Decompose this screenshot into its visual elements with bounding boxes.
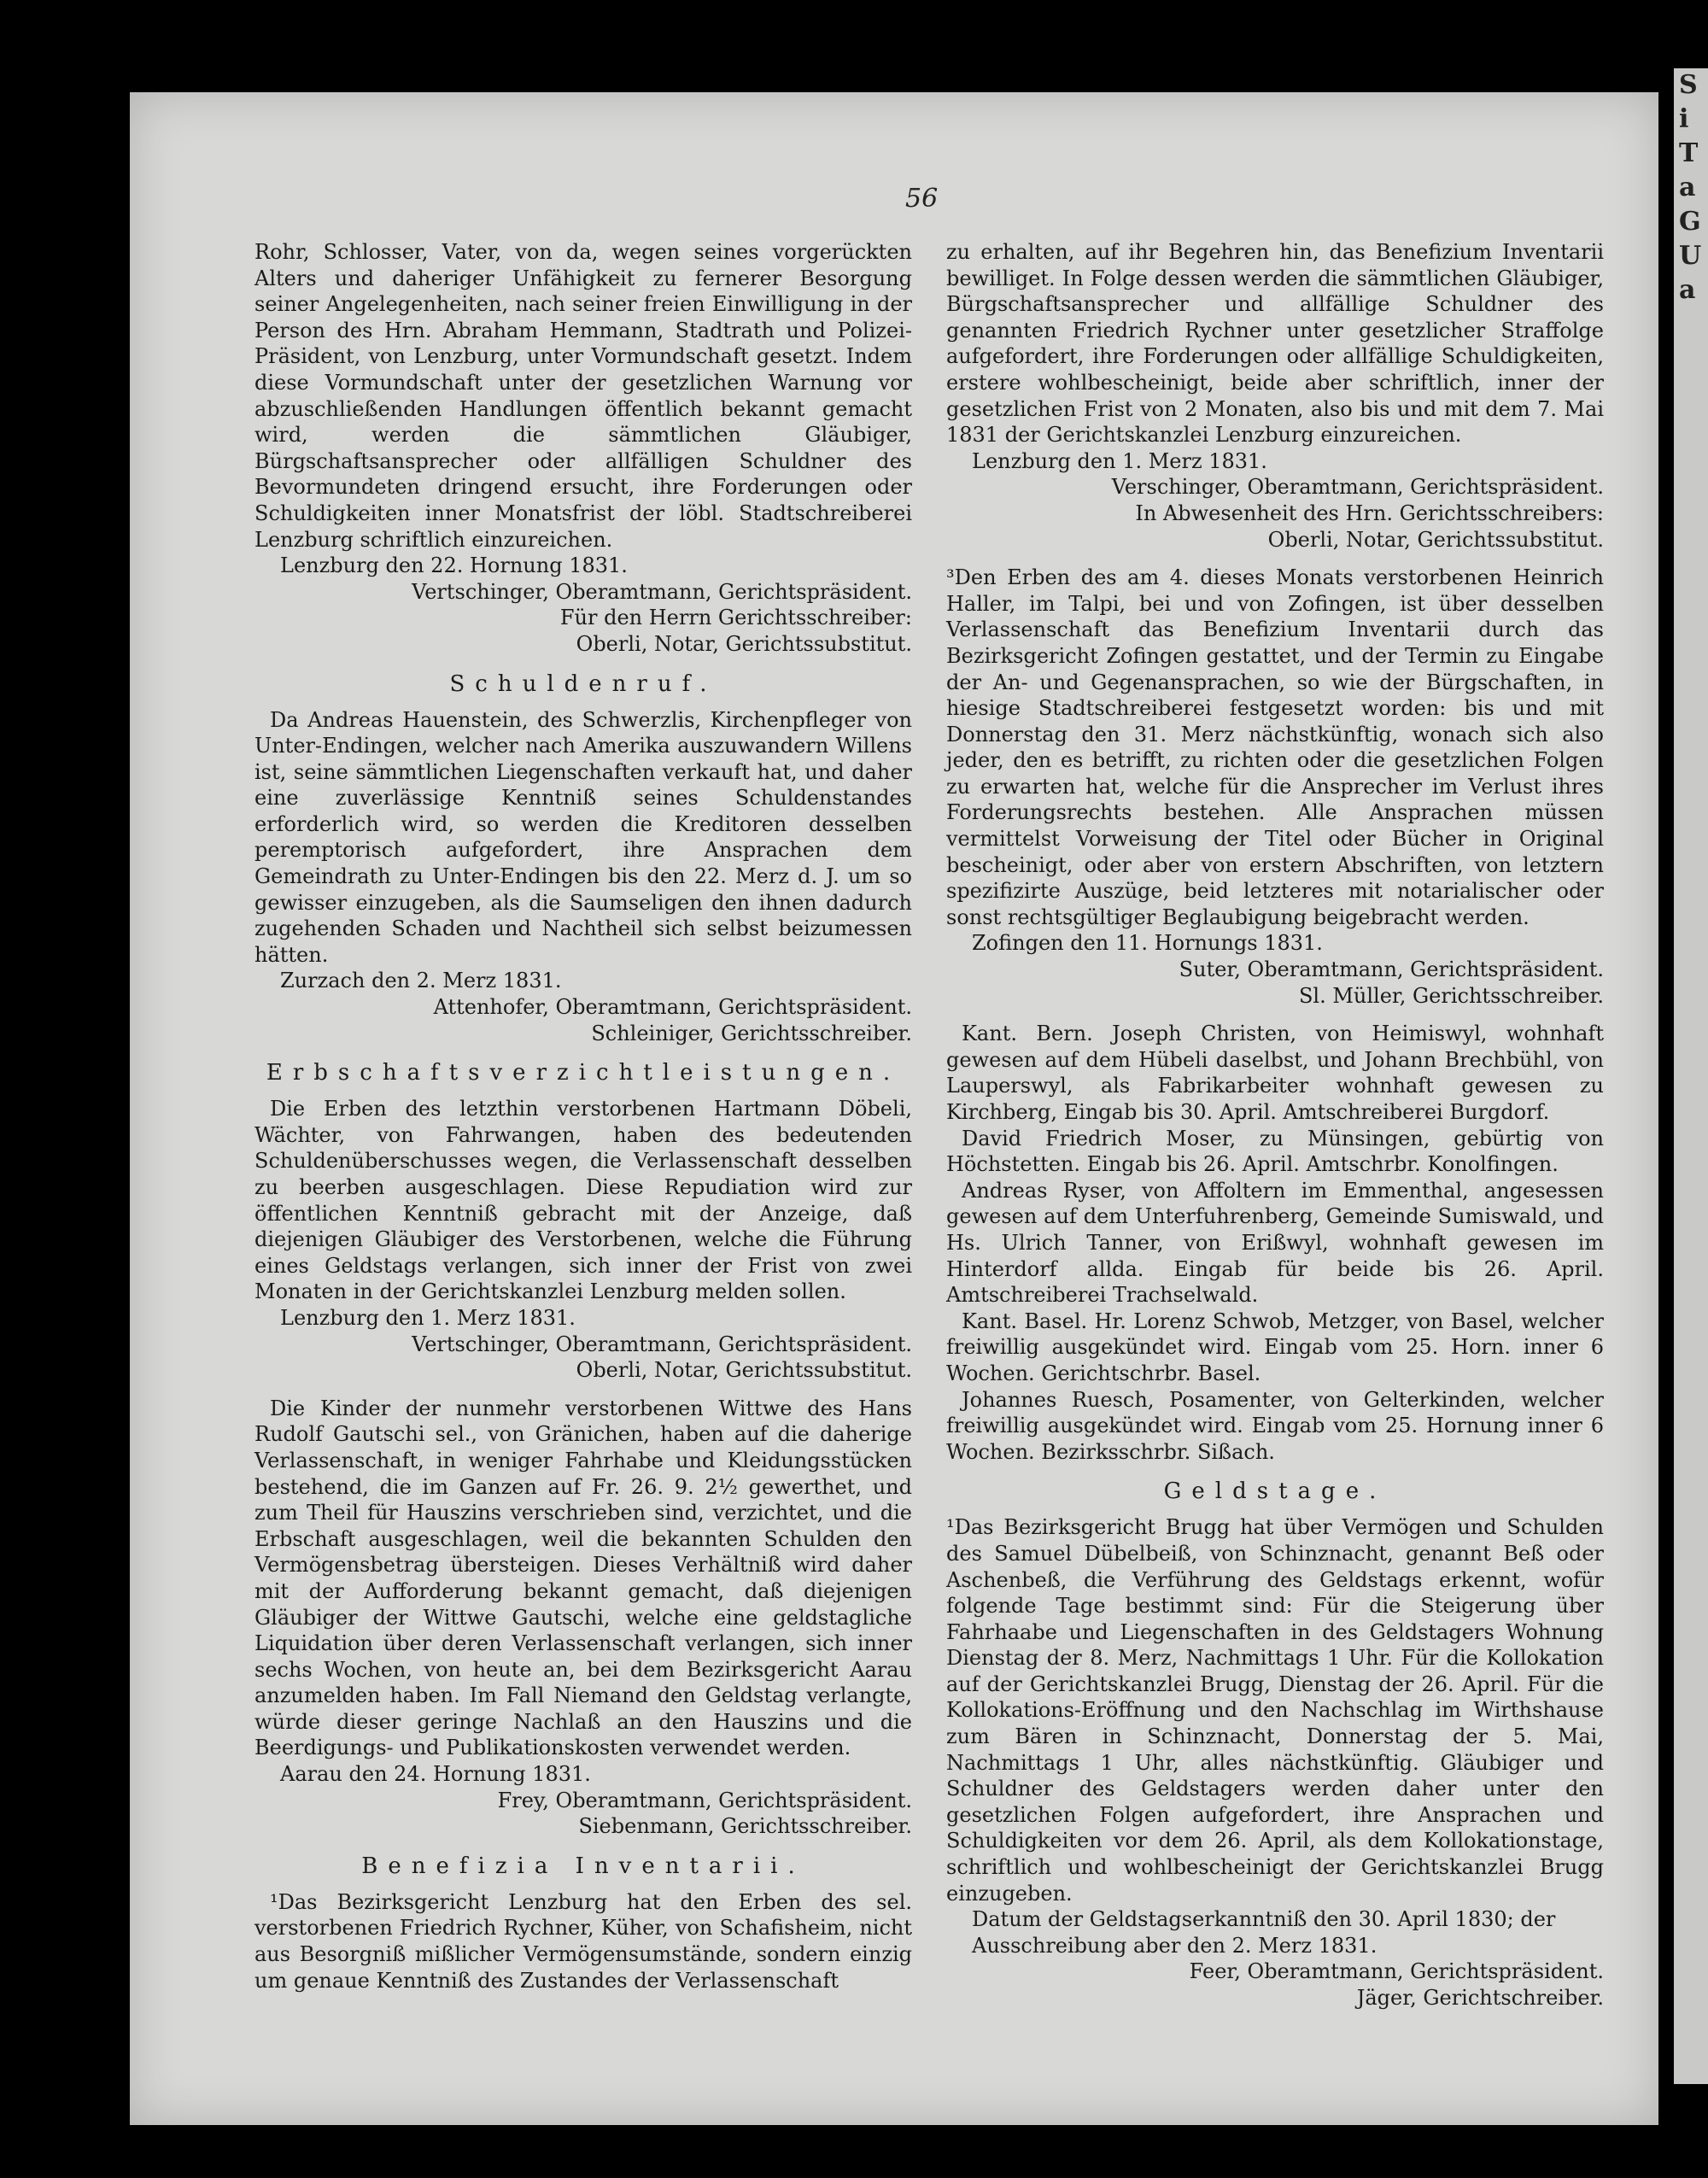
notice-date: Datum der Geldstagserkanntniß den 30. April 1830; der	[972, 1907, 1556, 1932]
section-heading: Erbschaftsverzichtleistungen.	[266, 1060, 901, 1086]
notice-paragraph: ¹Das Bezirksgericht Brugg hat über Vermögen und Schulden des Samuel Dübelbeiß, von Schinznacht, genannt Beß oder Aschenbeß, die Verführung des Geldstags erkennt, wofür folgende Tage bestimmt sind: Für die Steigerung über Fahrhaabe und Liegenschaften in des Geldstagers Wohnung Dienstag der 8. Merz, Nachmittags 1 Uhr. Für die Kollokation auf der Gerichtskanzlei Brugg, Dienstag der 26. April. Für die Kollokations-Eröffnung und den Nachschlag im Wirthshause zum Bären in Schinznacht, Donnerstag der 5. Mai, Nachmittags 1 Uhr, alles nächstkünftig. Gläubiger und Schuldner des Geldstagers werden daher unter den gesetzlichen Folgen aufgefordert, ihre Ansprachen und Schuldigkeiten vor dem 26. April, als dem Kollokationstage, schriftlich und wohlbescheinigt der Gerichtskanzlei Brugg einzugeben.	[946, 1515, 1604, 1906]
notice-paragraph: zu erhalten, auf ihr Begehren hin, das Benefizium Inventarii bewilliget. In Folge dessen werden die sämmtlichen Gläubiger, Bürgschaftsansprecher und allfällige Schuldner des genannten Friedrich Rychner unter gesetzlicher Straffolge aufgefordert, ihre Forderungen oder allfällige Schuldigkeiten, erstere wohlbescheinigt, beide aber schriftlich, inner der gesetzlichen Frist von 2 Monaten, also bis und mit dem 7. Mai 1831 der Gerichtskanzlei Lenzburg einzureichen.	[946, 240, 1604, 448]
section-heading: Geldstage.	[1163, 1478, 1387, 1505]
notice-date: Zurzach den 2. Merz 1831.	[280, 969, 562, 993]
notice-date: Lenzburg den 1. Merz 1831.	[280, 1305, 576, 1330]
signature: Verschinger, Oberamtmann, Gerichtspräsident.	[1111, 475, 1604, 500]
notice-paragraph: Johannes Ruesch, Posamenter, von Gelterkinden, welcher freiwillig ausgekündet wird. Eingab vom 25. Hornung inner 6 Wochen. Bezirksschrbr. Sißach.	[946, 1387, 1604, 1464]
section-heading: Benefizia Inventarii.	[361, 1853, 805, 1879]
notice-paragraph: Die Erben des letzthin verstorbenen Hartmann Döbeli, Wächter, von Fahrwangen, haben des bedeutenden Schuldenüberschusses wegen, die Verlassenschaft desselben zu beerben ausgeschlagen. Diese Repudiation wird zur öffentlichen Kenntniß gebracht mit der Anzeige, daß diejenigen Gläubiger des Verstorbenen, welche die Führung eines Geldstags verlangen, sich inner der Frist von zwei Monaten in der Gerichtskanzlei Lenzburg melden sollen.	[254, 1097, 912, 1304]
notice-paragraph: Da Andreas Hauenstein, des Schwerzlis, Kirchenpfleger von Unter-Endingen, welcher nach Amerika auszuwandern Willens ist, seine sämmtlichen Liegenschaften verkauft hat, und daher eine zuverlässige Kenntniß seines Schuldenstandes erforderlich wird, so werden die Kreditoren desselben peremptorisch aufgefordert, ihre Ansprachen dem Gemeindrath zu Unter-Endingen bis den 22. Merz d. J. um so gewisser einzugeben, als die Saumseligen den ihnen dadurch zugehenden Schaden und Nachtheil sich selbst beizumessen hätten.	[254, 707, 912, 967]
page-number: 56	[905, 184, 939, 214]
margin-fragment: S	[1679, 70, 1698, 100]
signature: Feer, Oberamtmann, Gerichtspräsident.	[1189, 1959, 1604, 1984]
section-heading: Schuldenruf.	[449, 670, 717, 697]
notice-paragraph: Kant. Bern. Joseph Christen, von Heimiswyl, wohnhaft gewesen auf dem Hübeli daselbst, und Johann Brechbühl, von Lauperswyl, als Fabrikarbeiter wohnhaft gewesen zu Kirchberg, Eingab bis 30. April. Amtschreiberei Burgdorf.	[946, 1022, 1604, 1124]
notice-date: Lenzburg den 22. Hornung 1831.	[280, 553, 628, 578]
notice-paragraph: Andreas Ryser, von Affoltern im Emmenthal, angesessen gewesen auf dem Unterfuhrenberg, Gemeinde Sumiswald, und Hs. Ulrich Tanner, von Erißwyl, wohnhaft gewesen im Hinterdorf allda. Eingab für beide bis 26. April. Amtschreiberei Trachselwald.	[946, 1178, 1604, 1308]
notice-paragraph: Kant. Basel. Hr. Lorenz Schwob, Metzger, von Basel, welcher freiwillig ausgekündet wird. Eingab vom 25. Horn. inner 6 Wochen. Gerichtschrbr. Basel.	[946, 1309, 1604, 1385]
right-column	[946, 239, 1604, 2011]
signature: Frey, Oberamtmann, Gerichtspräsident.	[497, 1788, 912, 1812]
notice-date: Lenzburg den 1. Merz 1831.	[972, 448, 1267, 473]
notice-paragraph: ¹Das Bezirksgericht Lenzburg hat den Erben des sel. verstorbenen Friedrich Rychner, Küher, von Schafisheim, nicht aus Besorgniß mißlicher Vermögensumstände, sondern einzig um genaue Kenntniß des Zustandes der Verlassenschaft	[254, 1889, 912, 1993]
notice-paragraph: Rohr, Schlosser, Vater, von da, wegen seines vorgerückten Alters und daheriger Unfähigkeit zu fernerer Besorgung seiner Angelegenheiten, nach seiner freien Einwilligung in der Person des Hrn. Abraham Hemmann, Stadtrath und Polizei-Präsident, von Lenzburg, unter Vormundschaft gesetzt. Indem diese Vormundschaft unter der gesetzlichen Warnung vor abzuschließenden Handlungen öffentlich bekannt gemacht wird, werden die sämmtlichen Gläubiger, Bürgschaftsansprecher oder allfälligen Schuldner des Bevormundeten dringend ersucht, ihre Forderungen oder Schuldigkeiten inner Monatsfrist der löbl. Stadtschreiberei Lenzburg schriftlich einzureichen.	[254, 240, 912, 552]
signature: Schleiniger, Gerichtsschreiber.	[591, 1021, 912, 1045]
margin-fragment: i	[1679, 104, 1689, 134]
margin-fragment: G	[1679, 207, 1701, 237]
margin-fragment: T	[1679, 138, 1699, 168]
signature: Oberli, Notar, Gerichtssubstitut.	[1267, 527, 1604, 552]
signature: Sl. Müller, Gerichtsschreiber.	[1298, 983, 1604, 1008]
signature: Vertschinger, Oberamtmann, Gerichtspräsident.	[412, 1332, 912, 1356]
margin-fragment: a	[1679, 173, 1696, 202]
signature: Für den Herrn Gerichtsschreiber:	[559, 606, 912, 630]
signature: Siebenmann, Gerichtsschreiber.	[578, 1814, 912, 1839]
signature: Attenhofer, Oberamtmann, Gerichtspräsident.	[433, 995, 912, 1020]
signature: In Abwesenheit des Hrn. Gerichtsschreibers:	[1135, 501, 1604, 525]
adjacent-page-edge	[1674, 68, 1708, 2084]
notice-date: Ausschreibung aber den 2. Merz 1831.	[972, 1933, 1378, 1958]
signature: Vertschinger, Oberamtmann, Gerichtspräsident.	[412, 579, 912, 604]
notice-date: Zofingen den 11. Hornungs 1831.	[972, 931, 1323, 956]
notice-date: Aarau den 24. Hornung 1831.	[280, 1762, 591, 1787]
notice-paragraph: David Friedrich Moser, zu Münsingen, gebürtig von Höchstetten. Eingab bis 26. April. Amtschrbr. Konolfingen.	[946, 1126, 1604, 1177]
notice-paragraph: Die Kinder der nunmehr verstorbenen Wittwe des Hans Rudolf Gautschi sel., von Gränichen, haben auf die daherige Verlassenschaft, in weniger Fahrhabe und Kleidungsstücken bestehend, die im Ganzen auf Fr. 26. 9. 2½ gewerthet, und zum Theil für Hauszins verschrieben sind, verzichtet, und die Erbschaft ausgeschlagen, weil die bekannten Schulden den Vermögensbetrag übersteigen. Dieses Verhältniß wird daher mit der Aufforderung bekannt gemacht, daß diejenigen Gläubiger der Wittwe Gautschi, welche eine geldstagliche Liquidation über deren Verlassenschaft verlangen, sich inner sechs Wochen, von heute an, bei dem Bezirksgericht Aarau anzumelden haben. Im Fall Niemand den Geldstag verlangte, würde dieser geringe Nachlaß an den Hauszins und die Beerdigungs- und Publikationskosten verwendet werden.	[254, 1396, 912, 1760]
margin-fragment: U	[1679, 241, 1702, 271]
left-column	[254, 239, 912, 1994]
signature: Oberli, Notar, Gerichtssubstitut.	[576, 631, 912, 656]
signature: Oberli, Notar, Gerichtssubstitut.	[576, 1358, 912, 1383]
notice-paragraph: ³Den Erben des am 4. dieses Monats verstorbenen Heinrich Haller, im Talpi, bei und von Zofingen, ist über desselben Verlassenschaft das Benefizium Inventarii durch das Bezirksgericht Zofingen gestattet, und der Termin zu Eingabe der An- und Gegenansprachen, so wie der Bürgschaften, in hiesige Stadtschreiberei festgesetzt worden: bis und mit Donnerstag den 31. Merz nächstkünftig, wonach sich also jeder, den es betrifft, zu richten oder die gesetzlichen Folgen zu erwarten hat, welche für die Ansprecher im Verlust ihres Forderungsrechts bestehen. Alle Ansprachen müssen vermittelst Vorweisung der Titel oder Bücher in Original bescheinigt, oder aber von erstern Abschriften, von letztern spezifizirte Auszüge, beid letzteres mit notarialischer oder sonst rechtsgültiger Beglaubigung beigebracht werden.	[946, 565, 1604, 929]
margin-fragment: a	[1679, 275, 1696, 305]
signature: Jäger, Gerichtschreiber.	[1356, 1986, 1604, 2010]
signature: Suter, Oberamtmann, Gerichtspräsident.	[1179, 957, 1604, 982]
